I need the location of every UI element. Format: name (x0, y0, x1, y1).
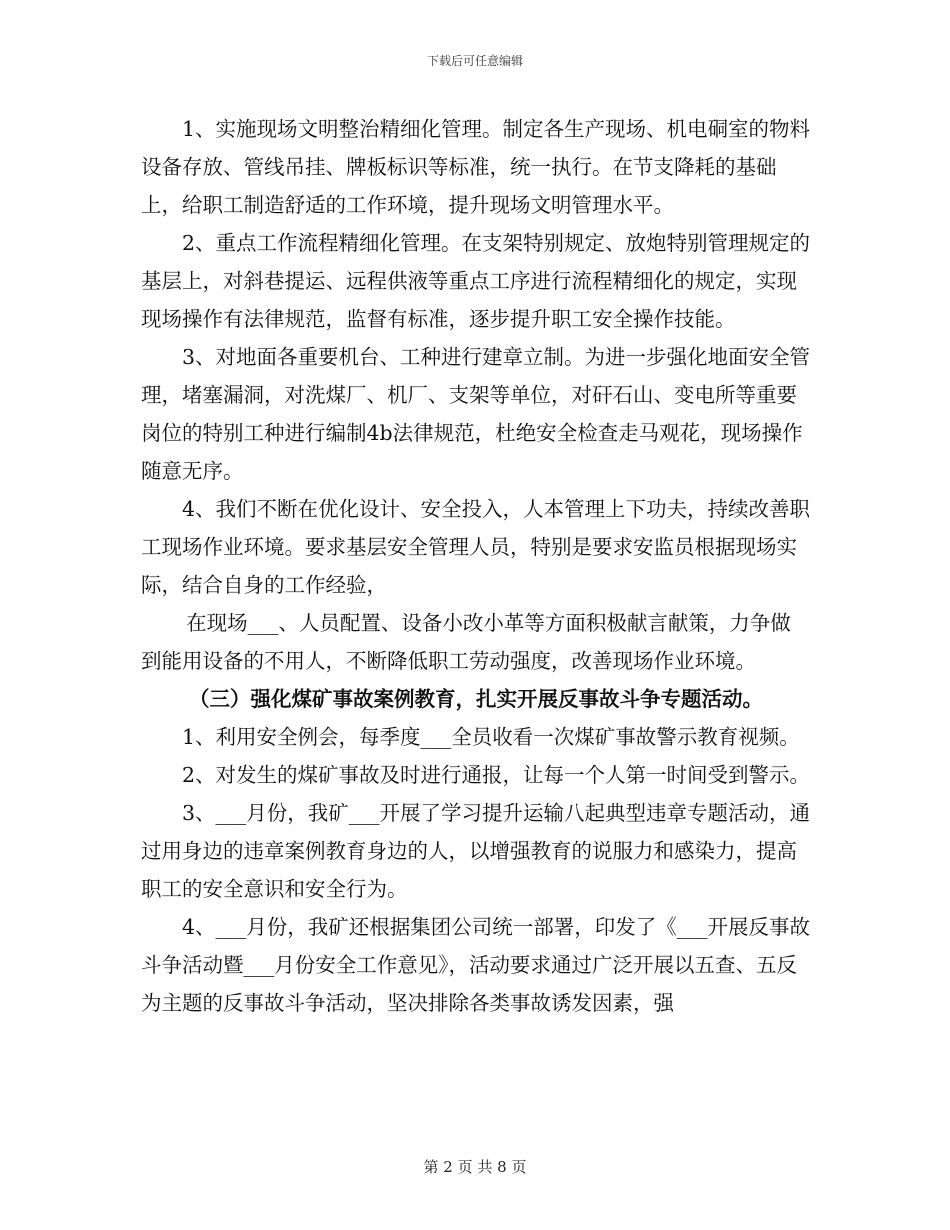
paragraph-case-2: 2、对发生的煤矿事故及时进行通报，让每一个人第一时间受到警示。 (182, 763, 811, 787)
paragraph-case-4: 4、___月份，我矿还根据集团公司统一部署，印发了《___开展反事故斗争活动暨___月份安全工作意见》，活动要求通过广泛开展以五查、五反为主题的反事故斗争活动，坚决排除各类事故诱发因素，强 (141, 915, 811, 1015)
paragraph-item-3: 3、对地面各重要机台、工种进行建章立制。为进一步强化地面安全管理，堵塞漏洞，对洗煤厂、机厂、支架等单位，对矸石山、变电所等重要岗位的特别工种进行编制4b法律规范，杜绝安全检查走马观花，现场操作随意无序。 (141, 345, 811, 483)
section-heading: （三）强化煤矿事故案例教育，扎实开展反事故斗争专题活动。 (189, 687, 763, 711)
paragraph-item-2: 2、重点工作流程精细化管理。在支架特别规定、放炮特别管理规定的基层上，对斜巷提运、远程供液等重点工序进行流程精细化的规定，实现现场操作有法律规范，监督有标准，逐步提升职工安全操作技能。 (141, 231, 811, 331)
paragraph-case-3: 3、___月份，我矿___开展了学习提升运输八起典型违章专题活动，通过用身边的违章案例教育身边的人，以增强教育的说服力和感染力，提高职工的安全意识和安全行为。 (141, 801, 811, 901)
paragraph-item-4-continued: 在现场___、人员配置、设备小改小革等方面积极献言献策，力争做到能用设备的不用人，不断降低职工劳动强度，改善现场作业环境。 (141, 611, 791, 673)
paragraph-item-4: 4、我们不断在优化设计、安全投入，人本管理上下功夫，持续改善职工现场作业环境。要求基层安全管理人员，特别是要求安监员根据现场实际，结合自身的工作经验， (141, 497, 811, 597)
paragraph-case-1: 1、利用安全例会，每季度___全员收看一次煤矿事故警示教育视频。 (182, 725, 800, 749)
page-header-note: 下载后可任意编辑 (426, 54, 523, 68)
page-number: 第 2 页 共 8 页 (423, 1158, 527, 1176)
document-body (141, 110, 811, 1022)
paragraph-item-1: 1、实施现场文明整治精细化管理。制定各生产现场、机电硐室的物料设备存放、管线吊挂、牌板标识等标准，统一执行。在节支降耗的基础上，给职工制造舒适的工作环境，提升现场文明管理水平。 (141, 117, 811, 217)
